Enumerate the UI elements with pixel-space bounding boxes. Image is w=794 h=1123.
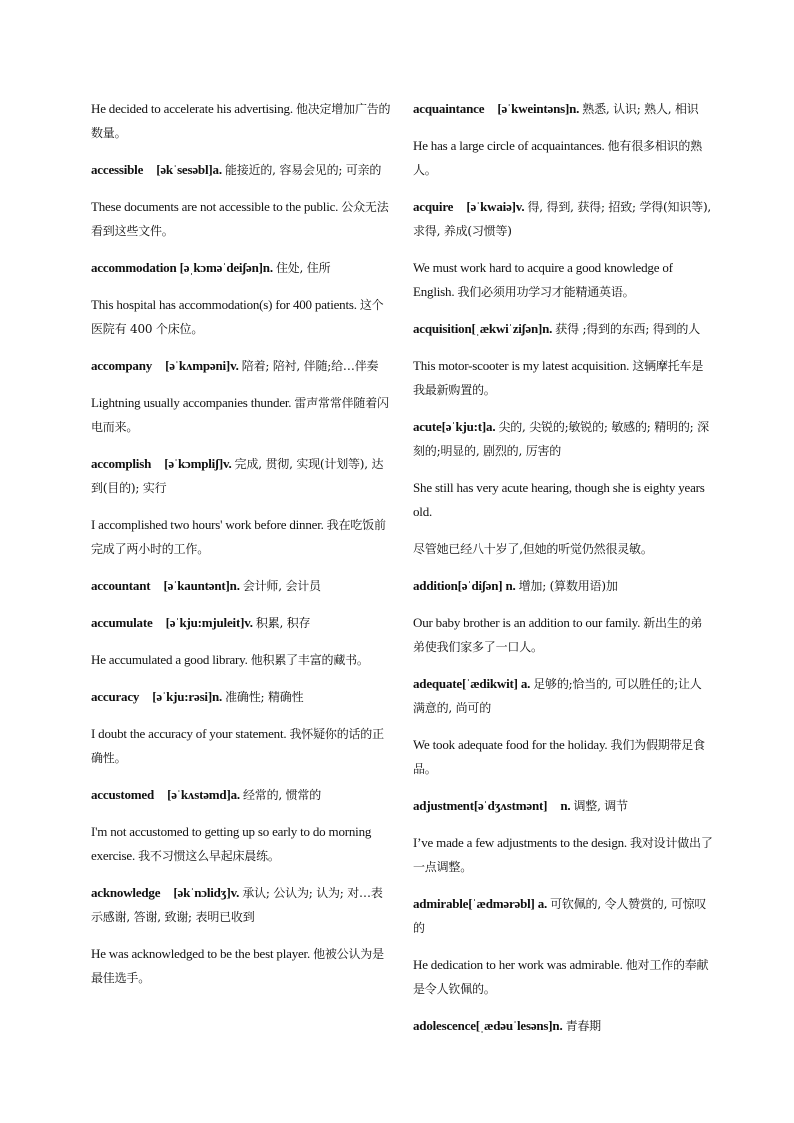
sentence-zh: 他被公认为是最佳选手。 (91, 947, 384, 985)
definition: 能接近的, 容易会见的; 可亲的 (224, 163, 382, 177)
sentence-en: These documents are not accessible to the public. (91, 199, 339, 214)
sentence-zh: 这辆摩托车是我最新购置的。 (413, 359, 704, 397)
example-sentence (91, 391, 391, 439)
sentence-zh: 我们为假期带足食品。 (413, 738, 705, 776)
example-sentence (413, 537, 713, 561)
definition: 完成, 贯彻, 实现(计划等), 达到(目的); 实行 (91, 457, 384, 495)
headword: adjustment (413, 798, 474, 813)
vocab-entry (91, 685, 391, 709)
sentence-zh: 公众无法看到这些文件。 (91, 200, 389, 238)
sentence-en: He was acknowledged to be the best player. (91, 946, 311, 961)
part-of-speech: n. (542, 321, 553, 336)
definition: 熟悉, 认识; 熟人, 相识 (582, 102, 699, 116)
part-of-speech: v. (515, 199, 525, 214)
headword: adolescence (413, 1018, 476, 1033)
sentence-zh: 我怀疑你的话的正确性。 (91, 727, 384, 765)
example-sentence (91, 195, 391, 243)
definition: 可钦佩的, 令人赞赏的, 可惊叹的 (413, 897, 707, 935)
phonetic: [əˈkwaiə] (466, 199, 516, 214)
sentence-zh: 我们必须用功学习才能精通英语。 (457, 285, 635, 299)
part-of-speech: a. (520, 676, 531, 691)
example-sentence (91, 97, 391, 145)
vocab-entry (91, 611, 391, 635)
sentence-en: He has a large circle of acquaintances. (413, 138, 605, 153)
sentence-en: He decided to accelerate his advertising. (91, 101, 293, 116)
vocab-entry (91, 354, 391, 378)
part-of-speech: a. (230, 787, 240, 802)
part-of-speech: v. (222, 456, 232, 471)
vocab-entry (413, 97, 713, 121)
example-sentence (413, 476, 713, 524)
phonetic: [əˈdiʃən] (457, 578, 503, 593)
sentence-en: We must work hard to acquire a good knowledge of English. (413, 260, 673, 299)
sentence-en: We took adequate food for the holiday. (413, 737, 608, 752)
part-of-speech: n. (505, 578, 516, 593)
vocab-entry (91, 256, 391, 280)
part-of-speech: a. (212, 162, 222, 177)
definition: 经常的, 惯常的 (243, 788, 322, 802)
headword: acute (413, 419, 442, 434)
part-of-speech: n. (262, 260, 273, 275)
phonetic: [əˌkɔməˈdeiʃən] (179, 260, 263, 275)
definition: 积累, 积存 (255, 616, 311, 630)
part-of-speech: a. (486, 419, 496, 434)
example-sentence (413, 134, 713, 182)
part-of-speech: v. (230, 358, 239, 373)
vocab-entry (91, 783, 391, 807)
sentence-zh: 雷声常常伴随着闪电而来。 (91, 396, 389, 434)
sentence-zh: 尽管她已经八十岁了,但她的听觉仍然很灵敏。 (413, 542, 653, 556)
vocab-entry (91, 452, 391, 500)
vocab-entry (413, 794, 713, 818)
definition: 尖的, 尖锐的;敏锐的; 敏感的; 精明的; 深刻的;明显的, 剧烈的, 厉害的 (413, 420, 709, 458)
vocab-entry (413, 672, 713, 720)
sentence-zh: 新出生的弟弟使我们家多了一口人。 (413, 616, 703, 654)
headword: accessible (91, 162, 144, 177)
vocab-entry (413, 892, 713, 940)
part-of-speech: v. (230, 885, 240, 900)
example-sentence (91, 648, 391, 672)
definition: 增加; (算数用语)加 (518, 579, 618, 593)
sentence-en: He accumulated a good library. (91, 652, 248, 667)
phonetic: [ˌædəuˈlesəns] (475, 1018, 553, 1033)
example-sentence (413, 953, 713, 1001)
vocab-entry (91, 158, 391, 182)
example-sentence (91, 722, 391, 770)
left-column (91, 97, 391, 1003)
headword: accountant (91, 578, 151, 593)
sentence-en: This motor-scooter is my latest acquisition. (413, 358, 630, 373)
sentence-en: I accomplished two hours' work before dinner. (91, 517, 324, 532)
vocab-entry (413, 195, 713, 243)
headword: accustomed (91, 787, 154, 802)
sentence-zh: 我不习惯这么早起床晨练。 (138, 849, 280, 863)
sentence-en: I’ve made a few adjustments to the design. (413, 835, 627, 850)
phonetic: [əˈkju:rəsi] (152, 689, 212, 704)
sentence-zh: 我在吃饭前完成了两小时的工作。 (91, 518, 386, 556)
definition: 住处, 住所 (275, 261, 331, 275)
part-of-speech: n. (560, 798, 571, 813)
example-sentence (91, 293, 391, 341)
sentence-en: I'm not accustomed to getting up so early to do morning exercise. (91, 824, 372, 863)
vocab-entry (413, 415, 713, 463)
example-sentence (413, 733, 713, 781)
part-of-speech: n. (552, 1018, 563, 1033)
headword: accomplish (91, 456, 152, 471)
headword: acquire (413, 199, 454, 214)
example-sentence (413, 611, 713, 659)
headword: accuracy (91, 689, 140, 704)
example-sentence (413, 831, 713, 879)
phonetic: [əˈkauntənt] (163, 578, 230, 593)
sentence-en: I doubt the accuracy of your statement. (91, 726, 287, 741)
headword: accommodation (91, 260, 177, 275)
phonetic: [əkˈsesəbl] (156, 162, 213, 177)
sentence-zh: 他对工作的奉献是令人钦佩的。 (413, 958, 709, 996)
definition: 准确性; 精确性 (225, 690, 304, 704)
phonetic: [əˈkʌmpəni] (165, 358, 231, 373)
headword: acquaintance (413, 101, 485, 116)
phonetic: [əˈkɔmpliʃ] (164, 456, 223, 471)
part-of-speech: a. (537, 896, 548, 911)
sentence-zh: 他决定增加广告的数量。 (91, 102, 391, 140)
definition: 获得 ;得到的东西; 得到的人 (555, 322, 701, 336)
phonetic: [ˌækwiˈziʃən] (471, 321, 543, 336)
headword: admirable (413, 896, 469, 911)
definition: 会计师, 会计员 (242, 579, 321, 593)
definition: 承认; 公认为; 认为; 对…表示感谢, 答谢, 致谢; 表明已收到 (91, 886, 383, 924)
part-of-speech: n. (211, 689, 223, 704)
sentence-en: Lightning usually accompanies thunder. (91, 395, 292, 410)
definition: 得, 得到, 获得; 招致; 学得(知识等), 求得, 养成(习惯等) (413, 200, 712, 238)
sentence-en: Our baby brother is an addition to our family. (413, 615, 641, 630)
vocab-entry (413, 317, 713, 341)
definition: 足够的;恰当的, 可以胜任的;让人满意的, 尚可的 (413, 677, 702, 715)
sentence-en: This hospital has accommodation(s) for 400 patients. (91, 297, 357, 312)
definition: 青春期 (565, 1019, 601, 1033)
headword: acknowledge (91, 885, 161, 900)
example-sentence (91, 513, 391, 561)
phonetic: [əˈdʒʌstmənt] (473, 798, 548, 813)
headword: accumulate (91, 615, 153, 630)
phonetic: [əˈkweintəns] (497, 101, 570, 116)
phonetic: [əkˈnɔlidʒ] (173, 885, 231, 900)
vocab-entry (413, 1014, 713, 1038)
definition: 陪着; 陪衬, 伴随;给…伴奏 (241, 359, 379, 373)
part-of-speech: n. (229, 578, 240, 593)
vocab-entry (91, 881, 391, 929)
headword: adequate (413, 676, 462, 691)
example-sentence (91, 820, 391, 868)
example-sentence (91, 942, 391, 990)
phonetic: [ˈædmərəbl] (468, 896, 535, 911)
example-sentence (413, 354, 713, 402)
part-of-speech: n. (569, 101, 580, 116)
sentence-en: He dedication to her work was admirable. (413, 957, 623, 972)
vocab-entry (413, 574, 713, 598)
sentence-en: She still has very acute hearing, though she is eighty years old. (413, 480, 705, 519)
headword: accompany (91, 358, 153, 373)
sentence-zh: 这个医院有 400 个床位。 (91, 298, 384, 336)
part-of-speech: v. (244, 615, 253, 630)
phonetic: [əˈkju:mjuleit] (165, 615, 245, 630)
phonetic: [əˈkʌstəmd] (167, 787, 231, 802)
sentence-zh: 我对设计做出了一点调整。 (413, 836, 713, 874)
sentence-zh: 他有很多相识的熟人。 (413, 139, 703, 177)
example-sentence (413, 256, 713, 304)
sentence-zh: 他积累了丰富的藏书。 (250, 653, 369, 667)
vocab-entry (91, 574, 391, 598)
phonetic: [əˈkju:t] (441, 419, 487, 434)
phonetic: [ˈædikwit] (461, 676, 518, 691)
headword: acquisition (413, 321, 472, 336)
headword: addition (413, 578, 458, 593)
right-column (413, 97, 713, 1051)
definition: 调整, 调节 (573, 799, 628, 813)
